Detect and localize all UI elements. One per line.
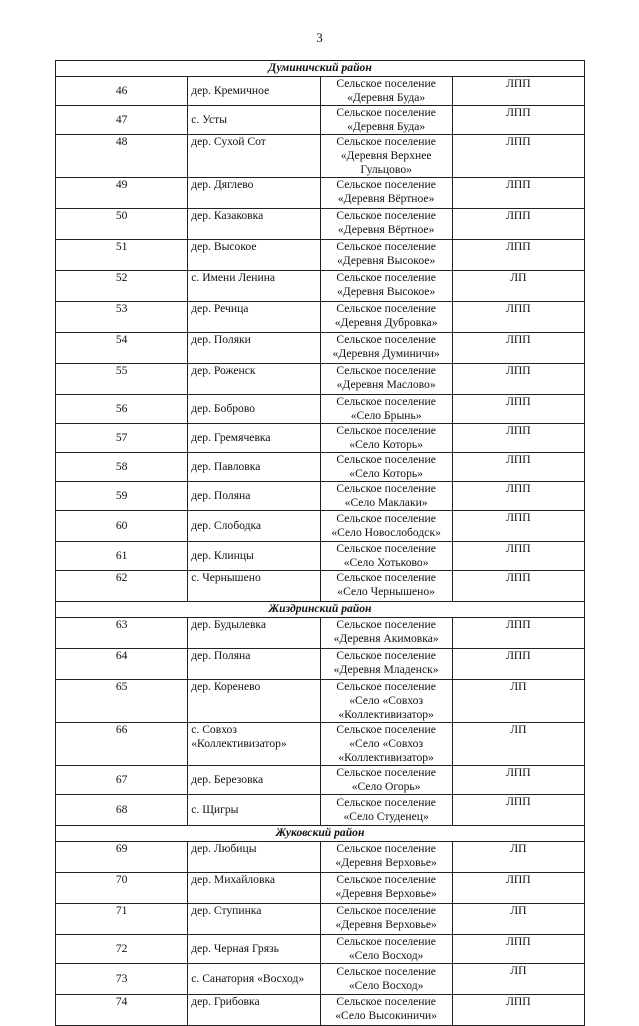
table-row — [56, 106, 585, 135]
table-row — [56, 209, 585, 240]
category-code: ЛП — [452, 271, 584, 302]
locality-name: дер. Михайловка — [188, 873, 320, 904]
row-number: 52 — [56, 271, 188, 302]
category-code: ЛПП — [452, 649, 584, 680]
row-number: 63 — [56, 618, 188, 649]
table-row — [56, 302, 585, 333]
row-number: 55 — [56, 364, 188, 395]
locality-name: с. Усты — [188, 106, 320, 135]
category-code: ЛПП — [452, 542, 584, 571]
category-code: ЛПП — [452, 482, 584, 511]
row-number: 47 — [56, 106, 188, 135]
category-code: ЛПП — [452, 178, 584, 209]
locality-name: дер. Речица — [188, 302, 320, 333]
category-code: ЛПП — [452, 995, 584, 1026]
rural-settlement: Сельское поселение «Село Студенец» — [320, 795, 452, 826]
table-row — [56, 240, 585, 271]
category-code: ЛПП — [452, 209, 584, 240]
category-code: ЛПП — [452, 453, 584, 482]
page-number: 3 — [316, 30, 323, 45]
category-code: ЛПП — [452, 333, 584, 364]
rural-settlement: Сельское поселение «Деревня Акимовка» — [320, 618, 452, 649]
category-code: ЛПП — [452, 77, 584, 106]
category-code: ЛПП — [452, 135, 584, 178]
locality-name: дер. Сухой Сот — [188, 135, 320, 178]
category-code: ЛПП — [452, 364, 584, 395]
rural-settlement: Сельское поселение «Деревня Высокое» — [320, 240, 452, 271]
locality-name: дер. Боброво — [188, 395, 320, 424]
row-number: 71 — [56, 904, 188, 935]
category-code: ЛПП — [452, 795, 584, 826]
category-code: ЛП — [452, 904, 584, 935]
table-row — [56, 364, 585, 395]
table-row — [56, 680, 585, 723]
rural-settlement: Сельское поселение «Деревня Маслово» — [320, 364, 452, 395]
district-header — [56, 602, 585, 618]
table-row — [56, 271, 585, 302]
category-code: ЛПП — [452, 395, 584, 424]
table-row — [56, 723, 585, 766]
table-row — [56, 649, 585, 680]
table-row — [56, 904, 585, 935]
rural-settlement: Сельское поселение «Деревня Вёртное» — [320, 209, 452, 240]
locality-name: дер. Слободка — [188, 511, 320, 542]
table-row — [56, 795, 585, 826]
table-row — [56, 964, 585, 995]
locality-name: дер. Черная Грязь — [188, 935, 320, 964]
category-code: ЛПП — [452, 240, 584, 271]
rural-settlement: Сельское поселение «Деревня Буда» — [320, 77, 452, 106]
table-row — [56, 77, 585, 106]
row-number: 62 — [56, 571, 188, 602]
district-header — [56, 826, 585, 842]
locality-name: дер. Кремичное — [188, 77, 320, 106]
rural-settlement: Сельское поселение «Село Новослободск» — [320, 511, 452, 542]
rural-settlement: Сельское поселение «Деревня Вёртное» — [320, 178, 452, 209]
category-code: ЛПП — [452, 935, 584, 964]
locality-name: дер. Березовка — [188, 766, 320, 795]
table-row — [56, 333, 585, 364]
category-code: ЛПП — [452, 571, 584, 602]
locality-name: с. Санатория «Восход» — [188, 964, 320, 995]
locality-name: с. Щигры — [188, 795, 320, 826]
row-number: 68 — [56, 795, 188, 826]
district-title: Жиздринский район — [56, 602, 585, 618]
row-number: 46 — [56, 77, 188, 106]
locality-name: дер. Дяглево — [188, 178, 320, 209]
row-number: 54 — [56, 333, 188, 364]
table-row — [56, 178, 585, 209]
locality-name: дер. Высокое — [188, 240, 320, 271]
locality-name: дер. Любицы — [188, 842, 320, 873]
rural-settlement: Сельское поселение «Село «Совхоз «Коллективизатор» — [320, 723, 452, 766]
row-number: 51 — [56, 240, 188, 271]
locality-name: дер. Поляна — [188, 649, 320, 680]
row-number: 73 — [56, 964, 188, 995]
table-row — [56, 453, 585, 482]
locality-name: дер. Коренево — [188, 680, 320, 723]
category-code: ЛПП — [452, 873, 584, 904]
district-title: Жуковский район — [56, 826, 585, 842]
settlement-table — [55, 60, 585, 1026]
rural-settlement: Сельское поселение «Село Восход» — [320, 964, 452, 995]
locality-name: с. Имени Ленина — [188, 271, 320, 302]
rural-settlement: Сельское поселение «Село Которь» — [320, 453, 452, 482]
locality-name: дер. Грибовка — [188, 995, 320, 1026]
category-code: ЛПП — [452, 106, 584, 135]
table-row — [56, 482, 585, 511]
rural-settlement: Сельское поселение «Село Высокиничи» — [320, 995, 452, 1026]
locality-name: дер. Гремячевка — [188, 424, 320, 453]
category-code: ЛПП — [452, 766, 584, 795]
table-row — [56, 135, 585, 178]
row-number: 74 — [56, 995, 188, 1026]
row-number: 53 — [56, 302, 188, 333]
locality-name: дер. Будылевка — [188, 618, 320, 649]
row-number: 49 — [56, 178, 188, 209]
rural-settlement: Сельское поселение «Село Огорь» — [320, 766, 452, 795]
rural-settlement: Сельское поселение «Село Маклаки» — [320, 482, 452, 511]
locality-name: дер. Казаковка — [188, 209, 320, 240]
table-row — [56, 935, 585, 964]
row-number: 61 — [56, 542, 188, 571]
table-row — [56, 842, 585, 873]
rural-settlement: Сельское поселение «Село Которь» — [320, 424, 452, 453]
table-row — [56, 571, 585, 602]
rural-settlement: Сельское поселение «Деревня Думиничи» — [320, 333, 452, 364]
row-number: 67 — [56, 766, 188, 795]
category-code: ЛПП — [452, 302, 584, 333]
category-code: ЛПП — [452, 618, 584, 649]
locality-name: дер. Клинцы — [188, 542, 320, 571]
row-number: 60 — [56, 511, 188, 542]
locality-name: с. Чернышено — [188, 571, 320, 602]
rural-settlement: Сельское поселение «Деревня Младенск» — [320, 649, 452, 680]
row-number: 56 — [56, 395, 188, 424]
locality-name: дер. Поляна — [188, 482, 320, 511]
district-header — [56, 61, 585, 77]
row-number: 59 — [56, 482, 188, 511]
rural-settlement: Сельское поселение «Село «Совхоз «Коллективизатор» — [320, 680, 452, 723]
category-code: ЛП — [452, 842, 584, 873]
table-row — [56, 542, 585, 571]
rural-settlement: Сельское поселение «Село Хотьково» — [320, 542, 452, 571]
row-number: 70 — [56, 873, 188, 904]
rural-settlement: Сельское поселение «Село Восход» — [320, 935, 452, 964]
row-number: 69 — [56, 842, 188, 873]
locality-name: дер. Роженск — [188, 364, 320, 395]
row-number: 57 — [56, 424, 188, 453]
rural-settlement: Сельское поселение «Деревня Верховье» — [320, 873, 452, 904]
row-number: 65 — [56, 680, 188, 723]
locality-name: дер. Павловка — [188, 453, 320, 482]
locality-name: дер. Поляки — [188, 333, 320, 364]
category-code: ЛПП — [452, 424, 584, 453]
table-row — [56, 873, 585, 904]
rural-settlement: Сельское поселение «Село Брынь» — [320, 395, 452, 424]
rural-settlement: Сельское поселение «Деревня Верхнее Гульцово» — [320, 135, 452, 178]
table-row — [56, 995, 585, 1026]
rural-settlement: Сельское поселение «Деревня Дубровка» — [320, 302, 452, 333]
rural-settlement: Сельское поселение «Деревня Высокое» — [320, 271, 452, 302]
category-code: ЛПП — [452, 511, 584, 542]
row-number: 64 — [56, 649, 188, 680]
table-row — [56, 424, 585, 453]
row-number: 50 — [56, 209, 188, 240]
locality-name: с. Совхоз «Коллективизатор» — [188, 723, 320, 766]
table-row — [56, 766, 585, 795]
row-number: 66 — [56, 723, 188, 766]
row-number: 72 — [56, 935, 188, 964]
rural-settlement: Сельское поселение «Село Чернышено» — [320, 571, 452, 602]
table-row — [56, 511, 585, 542]
locality-name: дер. Ступинка — [188, 904, 320, 935]
category-code: ЛП — [452, 680, 584, 723]
rural-settlement: Сельское поселение «Деревня Верховье» — [320, 904, 452, 935]
rural-settlement: Сельское поселение «Деревня Верховье» — [320, 842, 452, 873]
table-row — [56, 395, 585, 424]
row-number: 48 — [56, 135, 188, 178]
category-code: ЛП — [452, 723, 584, 766]
table-row — [56, 618, 585, 649]
category-code: ЛП — [452, 964, 584, 995]
district-title: Думиничский район — [56, 61, 585, 77]
row-number: 58 — [56, 453, 188, 482]
rural-settlement: Сельское поселение «Деревня Буда» — [320, 106, 452, 135]
